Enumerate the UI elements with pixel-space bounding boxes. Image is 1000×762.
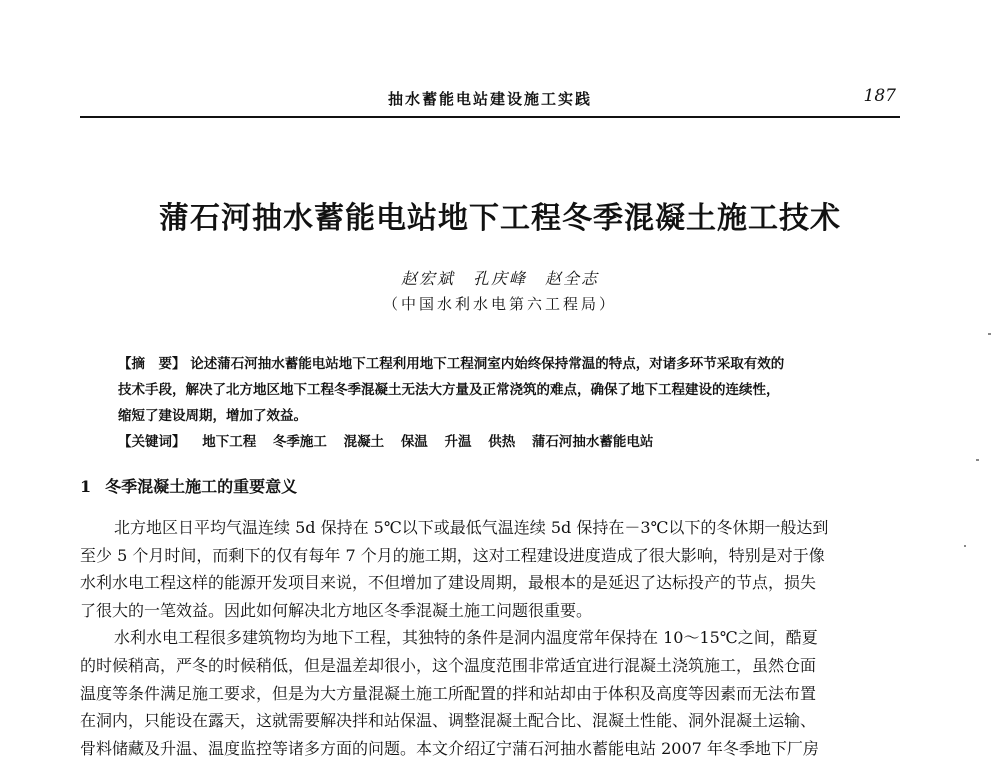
keyword: 冬季施工 [272,434,327,450]
abstract-line-1 [118,351,893,377]
section-number: 1 [80,477,92,496]
paragraph-2-line: 水利水电工程很多建筑物均为地下工程，其独特的条件是洞内温度常年保持在 10～15℃之间，酷夏 [114,628,818,648]
paper-title: 蒲石河抽水蓄能电站地下工程冬季混凝土施工技术 [159,201,841,236]
keyword: 蒲石河抽水蓄能电站 [531,434,654,450]
abstract-label: 【摘 要】 [118,356,186,372]
keyword: 混凝土 [343,434,385,450]
affiliation: （中国水利水电第六工程局） [382,295,617,313]
keyword: 供热 [488,434,516,450]
abstract-text-1: 论述蒲石河抽水蓄能电站地下工程利用地下工程洞室内始终保持常温的特点，对诸多环节采取有效的 [190,356,785,372]
keywords [118,430,653,450]
scan-mark [964,545,966,547]
paragraph-1-line: 了很大的一笔效益。因此如何解决北方地区冬季混凝土施工问题很重要。 [80,600,593,620]
running-head-title: 抽水蓄能电站建设施工实践 [387,90,592,108]
abstract [118,351,893,429]
keyword: 保温 [400,434,428,450]
scan-mark [976,459,979,461]
keyword: 升温 [444,434,472,450]
body-text [80,514,920,762]
abstract-line-3: 缩短了建设周期，增加了效益。 [118,408,307,424]
keywords-label: 【关键词】 [118,434,186,450]
paragraph-2-line: 温度等条件满足施工要求，但是为大方量混凝土施工所配置的拌和站却由于体积及高度等因素而无法布置 [80,683,817,703]
keyword: 地下工程 [202,434,257,450]
paragraph-2-line: 的时候稍高，严冬的时候稍低，但是温差却很小，这个温度范围非常适宜进行混凝土浇筑施工，虽然仓面 [80,655,817,675]
paragraph-1-line: 北方地区日平均气温连续 5d 保持在 5℃以下或最低气温连续 5d 保持在－3℃以下的冬休期一般达到 [114,518,829,537]
scan-mark [988,333,991,335]
authors: 赵宏斌 孔庆峰 赵全志 [400,269,599,288]
section-heading [80,474,297,497]
paragraph-1-line: 至少 5 个月时间，而剩下的仅有每年 7 个月的施工期，这对工程建设进度造成了很大影响，特别是对于像 [80,545,825,565]
section-title: 冬季混凝土施工的重要意义 [105,477,298,496]
paragraph-2-line: 骨料储藏及升温、温度监控等诸多方面的问题。本文介绍辽宁蒲石河抽水蓄能电站 2007 年冬季地下厂房 [80,738,819,758]
running-head [80,86,900,118]
paragraph-1-line: 水利水电工程这样的能源开发项目来说，不但增加了建设周期，最根本的是延迟了达标投产的节点，损失 [80,573,817,593]
page-number: 187 [863,86,896,106]
paragraph-2-line: 在洞内，只能设在露天，这就需要解决拌和站保温、调整混凝土配合比、混凝土性能、洞外混凝土运输、 [80,711,817,731]
abstract-line-2: 技术手段，解决了北方地区地下工程冬季混凝土无法大方量及正常浇筑的难点，确保了地下工程建设的连续性， [118,382,780,398]
